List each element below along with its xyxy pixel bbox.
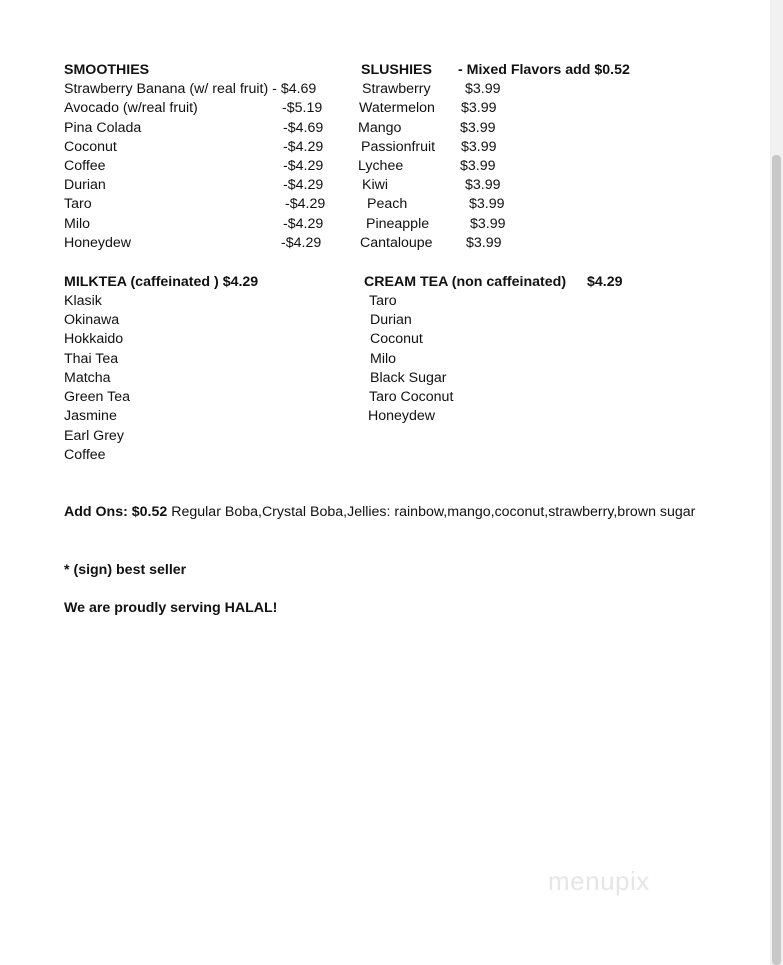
creamtea-item: Durian (370, 312, 412, 328)
smoothie-name: Milo (64, 216, 91, 232)
creamtea-item: Taro Coconut (369, 389, 454, 405)
slushie-name: Pineapple (366, 216, 430, 232)
milktea-item: Matcha (64, 370, 111, 386)
slushie-name: Cantaloupe (360, 235, 433, 251)
smoothie-price: -$4.29 (283, 177, 324, 193)
slushie-price: $3.99 (461, 139, 497, 155)
slushie-name: Mango (358, 120, 402, 136)
scrollbar-thumb[interactable] (772, 155, 781, 965)
smoothie-price: -$4.29 (281, 235, 322, 251)
best-seller-note: * (sign) best seller (64, 562, 187, 578)
slushie-name: Kiwi (362, 177, 389, 193)
creamtea-item: Taro (369, 293, 397, 309)
smoothies-heading: SMOOTHIES (64, 62, 150, 78)
slushie-price: $3.99 (466, 235, 502, 251)
milktea-item: Okinawa (64, 312, 120, 328)
smoothie-price: -$4.29 (283, 139, 324, 155)
milktea-item: Klasik (64, 293, 102, 309)
creamtea-item: Coconut (370, 331, 423, 347)
milktea-item: Hokkaido (64, 331, 124, 347)
smoothie-price: -$5.19 (282, 100, 323, 116)
milktea-item: Green Tea (64, 389, 130, 405)
smoothie-price: -$4.29 (283, 158, 324, 174)
smoothie-name: Strawberry Banana (w/ real fruit) - $4.69 (64, 81, 317, 97)
slushie-price: $3.99 (465, 177, 501, 193)
smoothie-price: -$4.69 (283, 120, 324, 136)
addons-label: Add Ons: $0.52 (64, 504, 168, 520)
smoothie-name: Pina Colada (64, 120, 142, 136)
slushie-name: Lychee (358, 158, 404, 174)
creamtea-price: $4.29 (587, 274, 623, 290)
addons-paragraph (64, 502, 704, 522)
smoothie-name: Honeydew (64, 235, 132, 251)
smoothie-name: Avocado (w/real fruit) (64, 100, 198, 116)
smoothie-name: Durian (64, 177, 106, 193)
smoothie-price: -$4.29 (283, 216, 324, 232)
creamtea-heading: CREAM TEA (non caffeinated) (364, 274, 567, 290)
slushie-price: $3.99 (465, 81, 501, 97)
milktea-item: Earl Grey (64, 428, 124, 444)
menupix-watermark: menupix (548, 866, 650, 896)
slushie-name: Passionfruit (361, 139, 436, 155)
slushie-price: $3.99 (470, 216, 506, 232)
slushies-heading: SLUSHIES (361, 62, 432, 78)
slushie-name: Watermelon (359, 100, 435, 116)
milktea-item: Thai Tea (64, 351, 119, 367)
smoothie-name: Coffee (64, 158, 106, 174)
creamtea-item: Black Sugar (370, 370, 447, 386)
halal-note: We are proudly serving HALAL! (64, 600, 278, 616)
milktea-item: Jasmine (64, 408, 117, 424)
slushie-price: $3.99 (461, 100, 497, 116)
addons-text: Regular Boba,Crystal Boba,Jellies: rainbow,mango,coconut,strawberry,brown sugar (167, 504, 696, 520)
slushie-name: Peach (367, 196, 408, 212)
slushie-price: $3.99 (469, 196, 505, 212)
creamtea-item: Honeydew (368, 408, 436, 424)
smoothie-name: Coconut (64, 139, 117, 155)
slushie-name: Strawberry (362, 81, 431, 97)
smoothie-price: -$4.29 (285, 196, 326, 212)
creamtea-item: Milo (370, 351, 397, 367)
scrollbar-track[interactable] (770, 0, 783, 965)
slushie-price: $3.99 (460, 120, 496, 136)
milktea-heading: MILKTEA (caffeinated ) $4.29 (64, 274, 259, 290)
slushie-price: $3.99 (460, 158, 496, 174)
milktea-item: Coffee (64, 447, 106, 463)
slushies-mixed-note: - Mixed Flavors add $0.52 (458, 62, 630, 78)
smoothie-name: Taro (64, 196, 92, 212)
